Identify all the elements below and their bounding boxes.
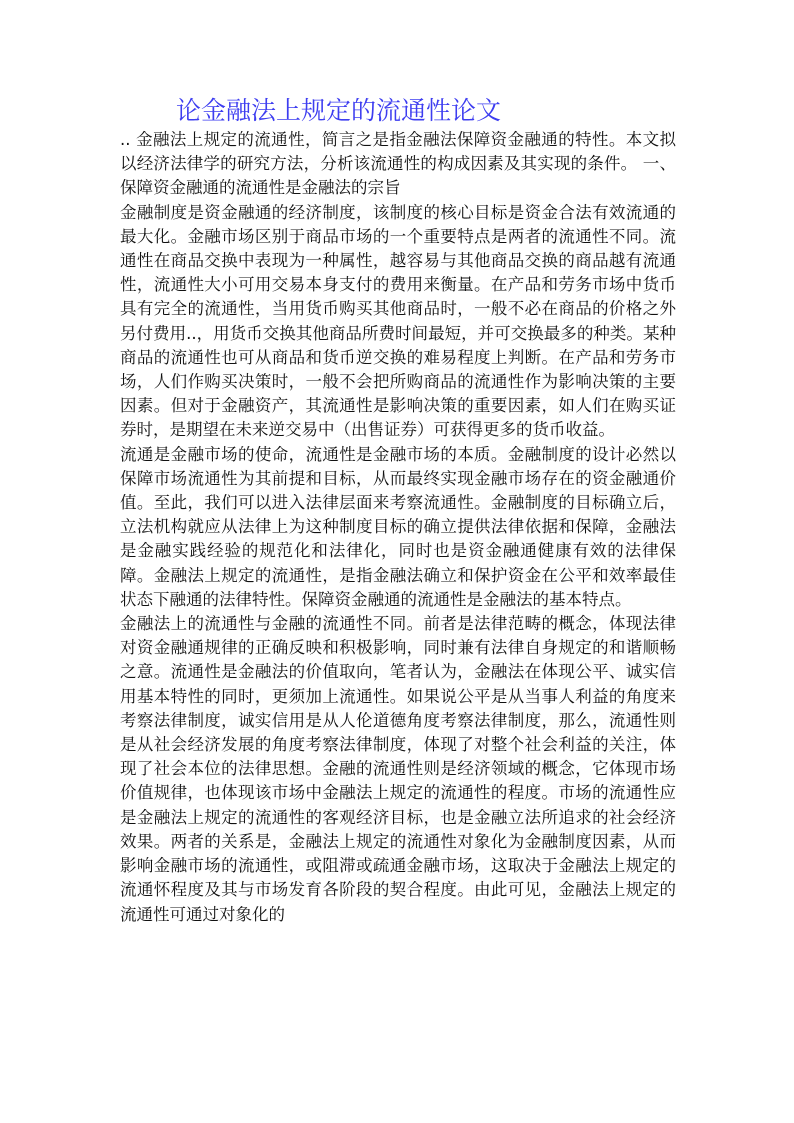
document-title: 论金融法上规定的流通性论文 (176, 96, 502, 125)
paragraph-market-mission: 流通是金融市场的使命，流通性是金融市场的本质。金融制度的设计必然以保障市场流通性为其前提和目标，从而最终实现金融市场存在的资金融通价值。至此，我们可以进入法律层面来考察流通性。金融制度的目标确立后，立法机构就应从法律上为这种制度目标的确立提供法律依据和保障，金融法是金融实践经验的规范化和法律化，同时也是资金融通健康有效的法律保障。金融法上规定的流通性，是指金融法确立和保护资金在公平和效率最佳状态下融通的法律特性。保障资金融通的流通性是金融法的基本特点。 (120, 444, 676, 609)
paragraph-intro: .. 金融法上规定的流通性，简言之是指金融法保障资金融通的特性。本文拟以经济法律学的研究方法，分析该流通性的构成因素及其实现的条件。 一、保障资金融通的流通性是金融法的宗旨 (120, 130, 676, 198)
paragraph-financial-system: 金融制度是资金融通的经济制度，该制度的核心目标是资金合法有效流通的最大化。金融市场区别于商品市场的一个重要特点是两者的流通性不同。流通性在商品交换中表现为一种属性，越容易与其他商品交换的商品越有流通性，流通性大小可用交易本身支付的费用来衡量。在产品和劳务市场中货币具有完全的流通性，当用货币购买其他商品时，一般不必在商品的价格之外另付费用..，用货币交换其他商品所费时间最短，并可交换最多的种类。某种商品的流通性也可从商品和货币逆交换的难易程度上判断。在产品和劳务市场，人们作购买决策时，一般不会把所购商品的流通性作为影响决策的主要因素。但对于金融资产，其流通性是影响决策的重要因素，如人们在购买证券时，是期望在未来逆交易中（出售证券）可获得更多的货币收益。 (120, 202, 676, 440)
paragraph-legal-liquidity: 金融法上的流通性与金融的流通性不同。前者是法律范畴的概念，体现法律对资金融通规律的正确反映和积极影响，同时兼有法律自身规定的和谐顺畅之意。流通性是金融法的价值取向，笔者认为，金融法在体现公平、诚实信用基本特性的同时，更须加上流通性。如果说公平是从当事人利益的角度来考察法律制度，诚实信用是从人伦道德角度考察法律制度，那么，流通性则是从社会经济发展的角度考察法律制度，体现了对整个社会利益的关注，体现了社会本位的法律思想。金融的流通性则是经济领域的概念，它体现市场价值规律，也体现该市场中金融法上规定的流通性的程度。市场的流通性应是金融法上规定的流通性的客观经济目标，也是金融立法所追求的社会经济效果。两者的关系是，金融法上规定的流通性对象化为金融制度因素，从而影响金融市场的流通性，或阻滞或疏通金融市场，这取决于金融法上规定的流通怀程度及其与市场发育各阶段的契合程度。由此可见，金融法上规定的流通性可通过对象化的 (120, 614, 676, 924)
document-body (120, 128, 676, 927)
